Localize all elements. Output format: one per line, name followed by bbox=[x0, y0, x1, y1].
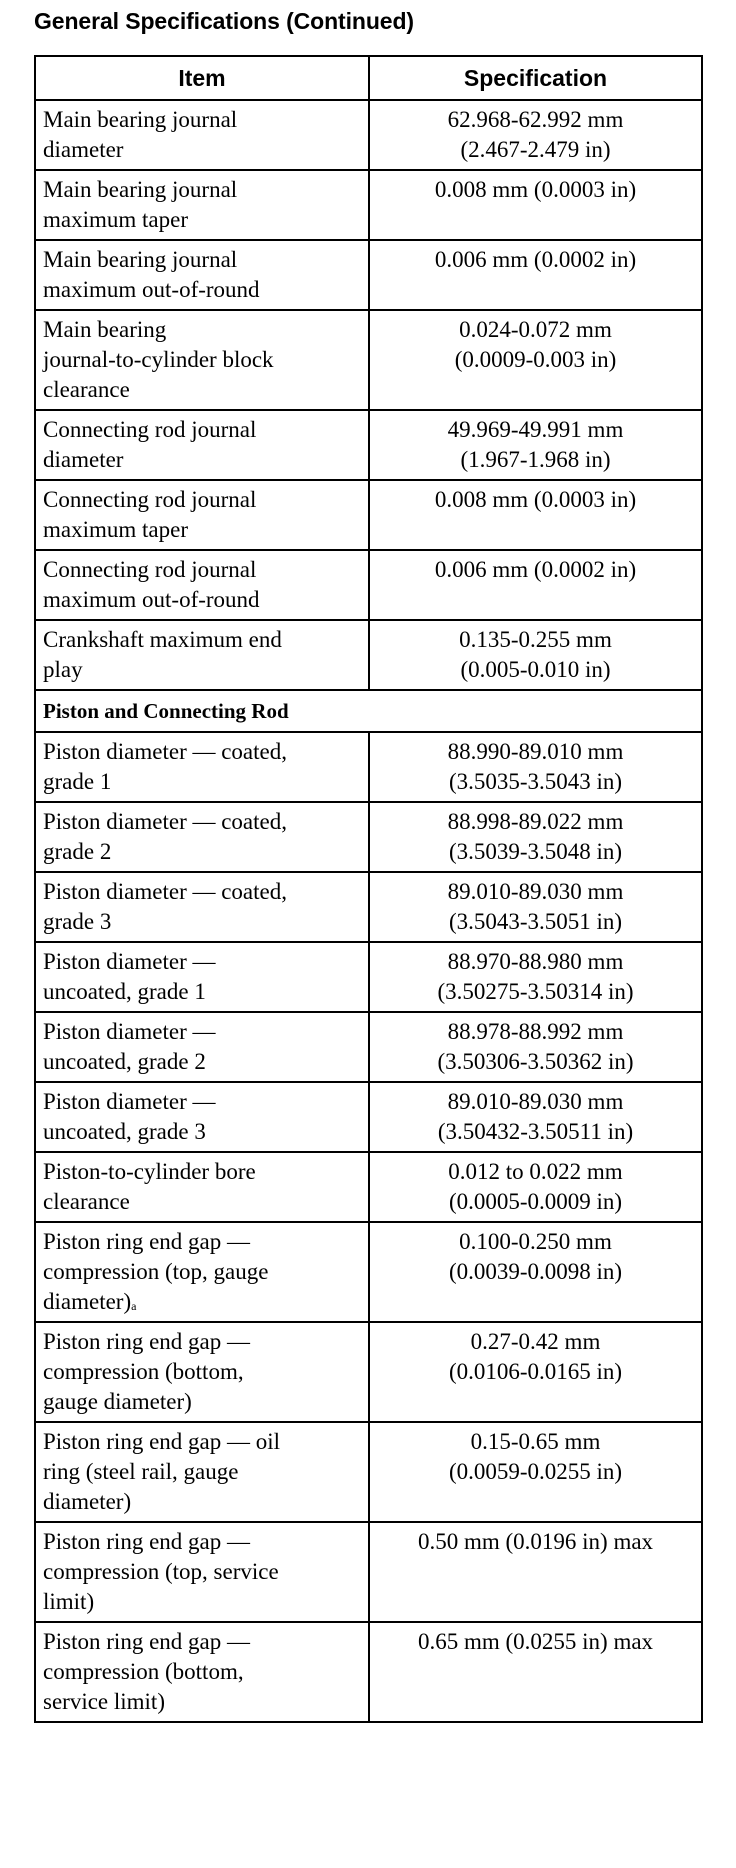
item-cell bbox=[35, 620, 369, 690]
specification-cell bbox=[369, 100, 702, 170]
item-text: Piston ring end gap — oil ring (steel rail, gauge diameter) bbox=[43, 1429, 281, 1514]
table-row bbox=[35, 240, 702, 310]
table-row bbox=[35, 942, 702, 1012]
specification-cell bbox=[369, 1082, 702, 1152]
item-cell bbox=[35, 1322, 369, 1422]
table-row bbox=[35, 1152, 702, 1222]
specification-text: 49.969-49.991 mm (1.967-1.968 in) bbox=[447, 417, 624, 472]
item-cell bbox=[35, 100, 369, 170]
specification-text: 0.024-0.072 mm (0.0009-0.003 in) bbox=[454, 317, 617, 372]
specification-text: 0.135-0.255 mm (0.005-0.010 in) bbox=[459, 627, 612, 682]
item-text: Piston ring end gap — compression (bottom, service limit) bbox=[43, 1629, 250, 1714]
item-text: Main bearing journal maximum out-of-round bbox=[43, 247, 260, 302]
item-cell bbox=[35, 550, 369, 620]
item-cell bbox=[35, 802, 369, 872]
specification-text: 0.006 mm (0.0002 in) bbox=[434, 557, 637, 582]
table-row bbox=[35, 802, 702, 872]
item-text: Crankshaft maximum end play bbox=[43, 627, 282, 682]
specification-text: 62.968-62.992 mm (2.467-2.479 in) bbox=[447, 107, 624, 162]
item-cell bbox=[35, 410, 369, 480]
item-text: Main bearing journal diameter bbox=[43, 107, 238, 162]
item-text: Connecting rod journal maximum taper bbox=[43, 487, 257, 542]
item-text: Connecting rod journal maximum out-of-round bbox=[43, 557, 260, 612]
specification-text: 89.010-89.030 mm (3.5043-3.5051 in) bbox=[447, 879, 624, 934]
item-cell bbox=[35, 732, 369, 802]
item-text: Connecting rod journal diameter bbox=[43, 417, 257, 472]
specification-text: 0.15-0.65 mm (0.0059-0.0255 in) bbox=[448, 1429, 623, 1484]
item-text: Piston ring end gap — compression (top, gauge diameter) bbox=[43, 1229, 269, 1314]
item-cell bbox=[35, 1522, 369, 1622]
section-heading: Piston and Connecting Rod bbox=[35, 690, 702, 732]
item-cell bbox=[35, 1622, 369, 1722]
specification-cell bbox=[369, 1622, 702, 1722]
table-header-row bbox=[35, 56, 702, 100]
specification-cell bbox=[369, 1522, 702, 1622]
specification-text: 0.008 mm (0.0003 in) bbox=[434, 177, 637, 202]
table-row bbox=[35, 872, 702, 942]
specification-text: 88.990-89.010 mm (3.5035-3.5043 in) bbox=[447, 739, 624, 794]
specification-text: 88.978-88.992 mm (3.50306-3.50362 in) bbox=[437, 1019, 634, 1074]
column-header-item: Item bbox=[35, 56, 369, 100]
column-header-specification: Specification bbox=[369, 56, 702, 100]
table-row bbox=[35, 1082, 702, 1152]
specification-text: 0.008 mm (0.0003 in) bbox=[434, 487, 637, 512]
specification-cell bbox=[369, 620, 702, 690]
item-cell bbox=[35, 1082, 369, 1152]
item-text: Main bearing journal maximum taper bbox=[43, 177, 238, 232]
specification-cell bbox=[369, 802, 702, 872]
item-cell bbox=[35, 310, 369, 410]
specification-cell bbox=[369, 1322, 702, 1422]
table-row bbox=[35, 732, 702, 802]
specification-cell bbox=[369, 872, 702, 942]
item-cell bbox=[35, 480, 369, 550]
table-row bbox=[35, 620, 702, 690]
item-text: Piston diameter — uncoated, grade 3 bbox=[43, 1089, 216, 1144]
section-row bbox=[35, 690, 702, 732]
specification-cell bbox=[369, 732, 702, 802]
specification-text: 0.27-0.42 mm (0.0106-0.0165 in) bbox=[448, 1329, 623, 1384]
specification-cell bbox=[369, 1422, 702, 1522]
specification-text: 88.998-89.022 mm (3.5039-3.5048 in) bbox=[447, 809, 624, 864]
specification-cell bbox=[369, 240, 702, 310]
item-text: Piston diameter — uncoated, grade 1 bbox=[43, 949, 216, 1004]
item-text: Piston diameter — uncoated, grade 2 bbox=[43, 1019, 216, 1074]
specification-cell bbox=[369, 410, 702, 480]
item-cell bbox=[35, 1012, 369, 1082]
item-text: Piston-to-cylinder bore clearance bbox=[43, 1159, 256, 1214]
item-text: Piston diameter — coated, grade 3 bbox=[43, 879, 287, 934]
item-text: Main bearing journal-to-cylinder block clearance bbox=[43, 317, 274, 402]
specification-cell bbox=[369, 942, 702, 1012]
table-row bbox=[35, 1222, 702, 1322]
specification-text: 0.65 mm (0.0255 in) max bbox=[417, 1629, 654, 1654]
table-row bbox=[35, 170, 702, 240]
specification-cell bbox=[369, 550, 702, 620]
item-cell bbox=[35, 170, 369, 240]
table-row bbox=[35, 310, 702, 410]
table-row bbox=[35, 1012, 702, 1082]
specification-cell bbox=[369, 1222, 702, 1322]
specification-cell bbox=[369, 1152, 702, 1222]
specification-text: 0.50 mm (0.0196 in) max bbox=[417, 1529, 654, 1554]
footnote-marker: a bbox=[131, 1299, 137, 1313]
specification-text: 0.012 to 0.022 mm (0.0005-0.0009 in) bbox=[448, 1159, 623, 1214]
item-text: Piston ring end gap — compression (top, service limit) bbox=[43, 1529, 279, 1614]
table-row bbox=[35, 410, 702, 480]
item-cell bbox=[35, 1422, 369, 1522]
specification-text: 88.970-88.980 mm (3.50275-3.50314 in) bbox=[437, 949, 634, 1004]
table-row bbox=[35, 550, 702, 620]
item-cell bbox=[35, 942, 369, 1012]
table-row bbox=[35, 1522, 702, 1622]
specification-text: 89.010-89.030 mm (3.50432-3.50511 in) bbox=[437, 1089, 634, 1144]
item-text: Piston ring end gap — compression (bottom, gauge diameter) bbox=[43, 1329, 250, 1414]
table-row bbox=[35, 1322, 702, 1422]
specification-cell bbox=[369, 310, 702, 410]
item-cell bbox=[35, 1222, 369, 1322]
table-row bbox=[35, 480, 702, 550]
table-row bbox=[35, 1622, 702, 1722]
page-title: General Specifications (Continued) bbox=[34, 8, 414, 34]
specification-text: 0.100-0.250 mm (0.0039-0.0098 in) bbox=[448, 1229, 623, 1284]
item-text: Piston diameter — coated, grade 2 bbox=[43, 809, 287, 864]
table-row bbox=[35, 1422, 702, 1522]
item-text: Piston diameter — coated, grade 1 bbox=[43, 739, 287, 794]
specification-text: 0.006 mm (0.0002 in) bbox=[434, 247, 637, 272]
table-row bbox=[35, 100, 702, 170]
item-cell bbox=[35, 1152, 369, 1222]
specification-cell bbox=[369, 170, 702, 240]
spec-table bbox=[34, 55, 703, 1723]
item-cell bbox=[35, 872, 369, 942]
specification-cell bbox=[369, 1012, 702, 1082]
specification-cell bbox=[369, 480, 702, 550]
item-cell bbox=[35, 240, 369, 310]
